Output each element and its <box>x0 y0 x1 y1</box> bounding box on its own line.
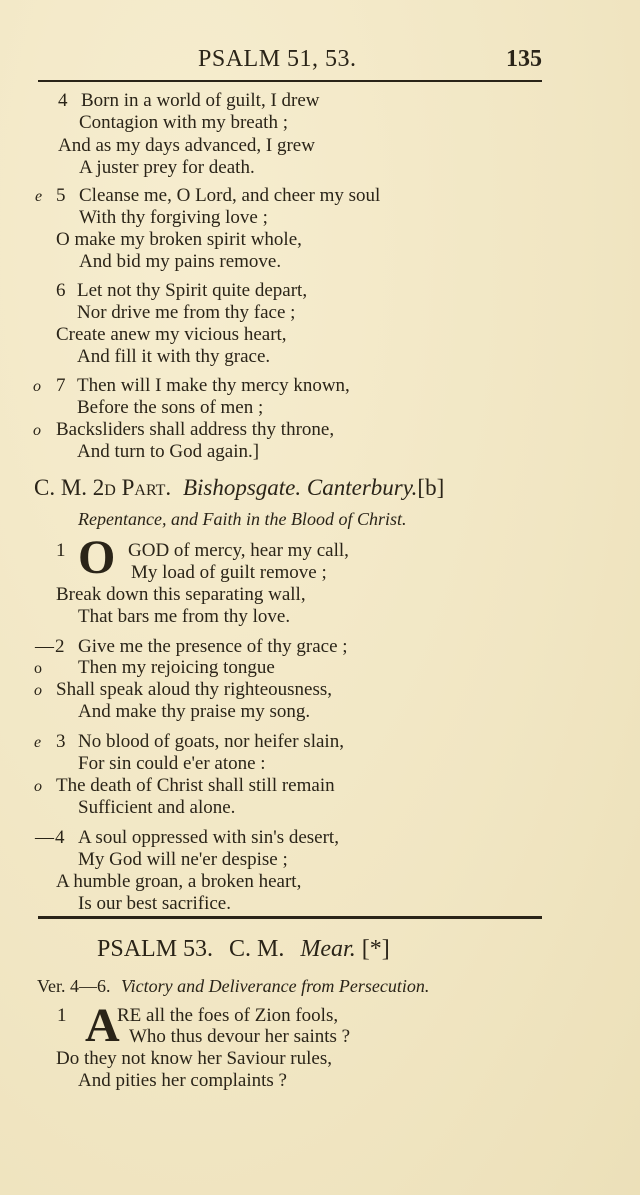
verses-label: Ver. 4—6. <box>37 976 111 996</box>
psalm-theme: Victory and Deliverance from Persecution. <box>121 976 430 996</box>
verse-line: Cleanse me, O Lord, and cheer my soul <box>79 185 381 206</box>
verse-line: Do they not know her Saviour rules, <box>56 1048 332 1069</box>
verse-line: Create anew my vicious heart, <box>56 324 287 345</box>
verse-line: Give me the presence of thy grace ; <box>78 636 348 657</box>
dynamic-mark: e <box>35 188 43 205</box>
header-rule <box>38 80 542 82</box>
verse-line: Is our best sacrifice. <box>78 893 231 914</box>
verse-line: Let not thy Spirit quite depart, <box>77 280 308 301</box>
verse-line: And pities her complaints ? <box>78 1070 287 1091</box>
psalm-title: PSALM 53. <box>97 936 214 962</box>
verse-line: Backsliders shall address thy throne, <box>56 419 335 440</box>
verse-line: Sufficient and alone. <box>78 797 236 818</box>
stanza-number: 1 <box>57 1005 67 1026</box>
stanza-number: 3 <box>56 731 66 752</box>
stanza-number: 7 <box>56 375 66 396</box>
verse-line: With thy forgiving love ; <box>79 207 268 228</box>
verse-line: A humble groan, a broken heart, <box>56 871 302 892</box>
dynamic-mark: — <box>35 636 54 657</box>
verse-line: And fill it with thy grace. <box>77 346 271 367</box>
drop-cap: O <box>78 531 116 584</box>
verse-line: Nor drive me from thy face ; <box>77 302 296 323</box>
dynamic-mark: o <box>33 378 41 395</box>
section-heading <box>34 474 444 502</box>
dynamic-mark: o <box>34 778 42 795</box>
drop-cap: A <box>85 999 120 1052</box>
dynamic-mark: — <box>35 827 54 848</box>
dynamic-mark: o <box>34 682 42 699</box>
meter-label: C. M. <box>229 936 285 962</box>
verse-line: Break down this separating wall, <box>56 584 306 605</box>
section-subtitle: Repentance, and Faith in the Blood of Christ. <box>78 509 407 529</box>
dynamic-mark: o <box>33 422 41 439</box>
verse-line: And bid my pains remove. <box>79 251 282 272</box>
bracket-mark: [b] <box>417 475 445 500</box>
verse-line: GOD of mercy, hear my call, <box>128 540 349 561</box>
verse-line: Who thus devour her saints ? <box>129 1026 351 1047</box>
verse-line: RE all the foes of Zion fools, <box>117 1005 339 1026</box>
verse-line: And turn to God again.] <box>77 441 260 462</box>
stanza-number: 4 <box>58 90 68 111</box>
stanza-number: 4 <box>55 827 65 848</box>
verse-line: And make thy praise my song. <box>78 701 311 722</box>
meter-label: C. M. <box>34 475 88 500</box>
page-number: 135 <box>506 46 542 72</box>
psalm-heading <box>97 935 390 963</box>
verse-line: Shall speak aloud thy righteousness, <box>56 679 332 700</box>
verse-line: That bars me from thy love. <box>78 606 291 627</box>
verse-line: And as my days advanced, I grew <box>58 135 315 156</box>
verse-line: My load of guilt remove ; <box>131 562 327 583</box>
verse-line: Then my rejoicing tongue <box>78 657 275 678</box>
stanza-number: 5 <box>56 185 66 206</box>
verse-line: My God will ne'er despise ; <box>78 849 288 870</box>
dynamic-mark: o <box>34 660 42 677</box>
verse-line: Then will I make thy mercy known, <box>77 375 350 396</box>
verse-line: The death of Christ shall still remain <box>56 775 335 796</box>
page-header <box>38 46 542 76</box>
verse-line: For sin could e'er atone : <box>78 753 266 774</box>
verse-line: No blood of goats, nor heifer slain, <box>78 731 344 752</box>
tune-names: Bishopsgate. Canterbury. <box>182 475 418 500</box>
tune-name: Mear. <box>300 936 356 962</box>
psalm-subtitle <box>37 976 429 997</box>
running-title: PSALM 51, 53. <box>198 46 357 72</box>
stanza-number: 2 <box>55 636 65 657</box>
stanza-number: 1 <box>56 540 66 561</box>
verse-line: A juster prey for death. <box>79 157 255 178</box>
verse-line: A soul oppressed with sin's desert, <box>78 827 339 848</box>
part-label: 2d Part. <box>92 475 172 500</box>
section-rule <box>38 916 542 919</box>
stanza-number: 6 <box>56 280 66 301</box>
verse-line: O make my broken spirit whole, <box>56 229 302 250</box>
dynamic-mark: e <box>34 734 42 751</box>
verse-line: Born in a world of guilt, I drew <box>81 90 320 111</box>
verse-line: Contagion with my breath ; <box>79 112 288 133</box>
verse-line: Before the sons of men ; <box>77 397 264 418</box>
bracket-mark: [*] <box>361 936 390 962</box>
